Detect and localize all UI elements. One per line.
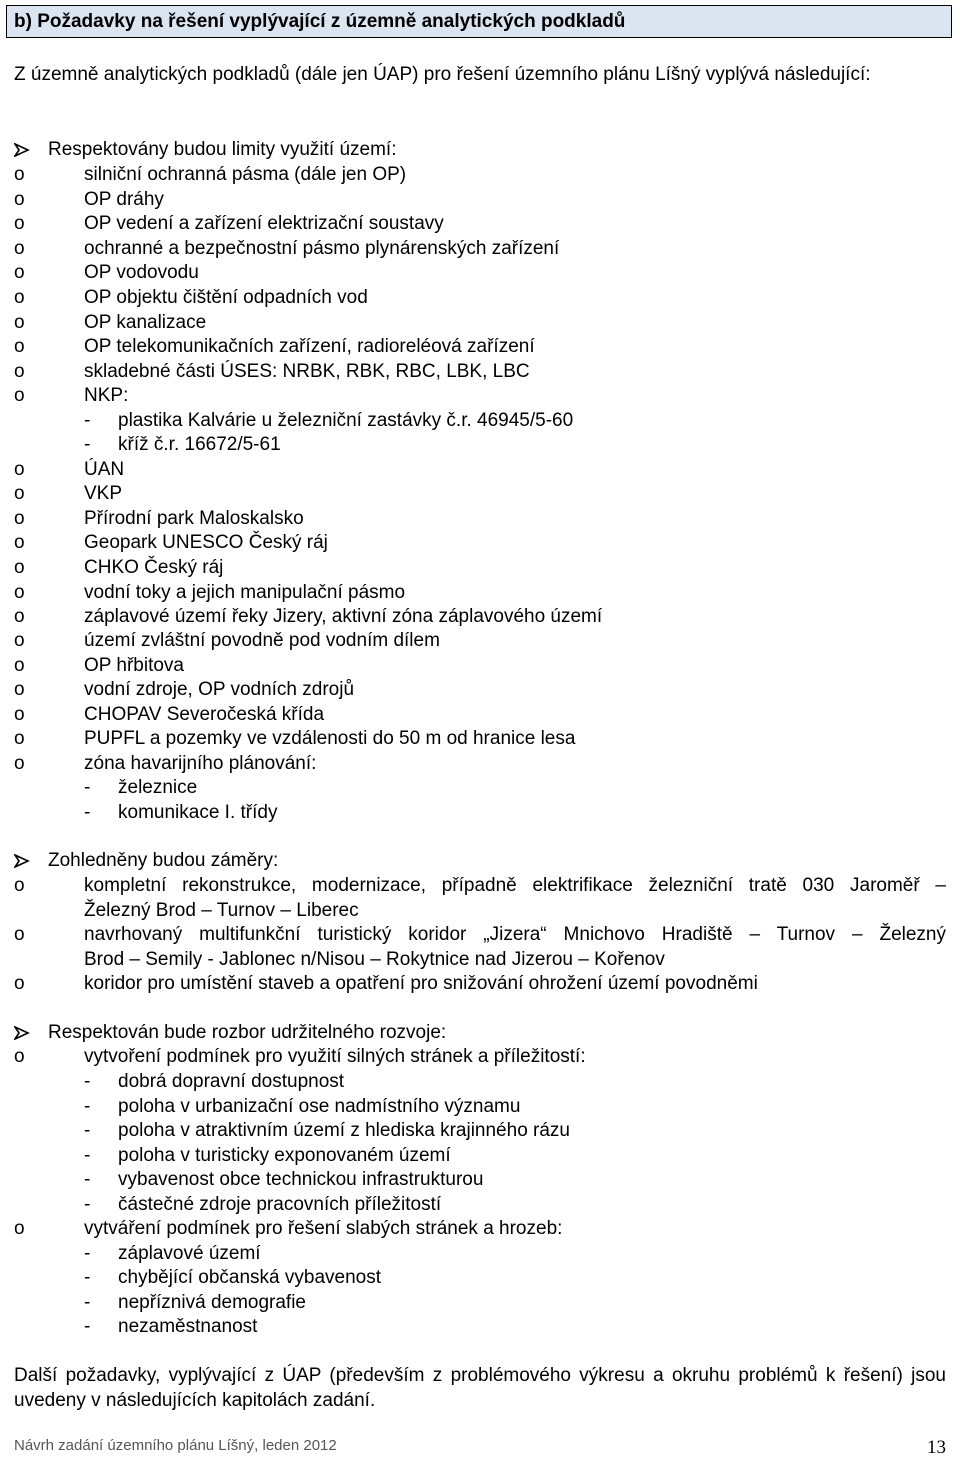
arrow-bullet-icon — [14, 1020, 30, 1045]
sub-list-item: - plastika Kalvárie u železniční zastávky č.r. 46945/5-60 — [84, 410, 574, 431]
list-item-text: kompletní rekonstrukce, modernizace, případně elektrifikace železniční tratě 030 Jaroměř – — [84, 875, 946, 896]
list-item: o ÚAN — [14, 459, 125, 480]
sub-list-item: - částečné zdroje pracovních příležitostí — [84, 1194, 442, 1215]
list-item: o území zvláštní povodně pod vodním dílem — [14, 630, 440, 651]
list-item: o záplavové území řeky Jizery, aktivní zóna záplavového území — [14, 606, 603, 627]
list-item: o OP vedení a zařízení elektrizační soustavy — [14, 213, 444, 234]
arrow-bullet-icon — [14, 137, 30, 162]
section3-title: Respektován bude rozbor udržitelného rozvoje: — [48, 1022, 447, 1043]
sub-list-item: - kříž č.r. 16672/5-61 — [84, 434, 281, 455]
list-item-text-cont: Brod – Semily - Jablonec n/Nisou – Rokytnice nad Jizerou – Kořenov — [84, 949, 665, 970]
list-item: o OP dráhy — [14, 189, 164, 210]
sub-list-item: - nezaměstnanost — [84, 1316, 258, 1337]
sub-list-item: - nepříznivá demografie — [84, 1292, 306, 1313]
closing-paragraph: Další požadavky, vyplývající z ÚAP (především z problémového výkresu a okruhu problémů k řešení) jsou uvedeny v následujících kapitolách zadání. — [14, 1365, 946, 1411]
list-item: o CHKO Český ráj — [14, 557, 224, 578]
intro-paragraph: Z územně analytických podkladů (dále jen ÚAP) pro řešení územního plánu Líšný vyplývá následující: — [14, 64, 871, 85]
list-item: o VKP — [14, 483, 123, 504]
list-item: o OP kanalizace — [14, 312, 207, 333]
arrow-bullet-icon — [14, 848, 30, 873]
sub-list-item: - železnice — [84, 777, 198, 798]
page-number: 13 — [927, 1437, 946, 1458]
list-item: o OP telekomunikačních zařízení, radioreléová zařízení — [14, 336, 535, 357]
section-heading: b) Požadavky na řešení vyplývající z územně analytických podkladů — [6, 5, 952, 38]
list-item: o silniční ochranná pásma (dále jen OP) — [14, 164, 407, 185]
list-item: o ochranné a bezpečnostní pásmo plynárenských zařízení — [14, 238, 560, 259]
list-item: o — [14, 875, 25, 896]
list-item-text: navrhovaný multifunkční turistický koridor „Jizera“ Mnichovo Hradiště – Turnov – Železný — [84, 924, 946, 945]
list-item: o koridor pro umístění staveb a opatření pro snižování ohrožení území povodněmi — [14, 973, 758, 994]
list-item: o Geopark UNESCO Český ráj — [14, 532, 328, 553]
sub-list-item: - záplavové území — [84, 1243, 261, 1264]
list-item: o CHOPAV Severočeská křída — [14, 704, 325, 725]
sub-list-item: - komunikace I. třídy — [84, 802, 278, 823]
sub-list-item: - chybějící občanská vybavenost — [84, 1267, 381, 1288]
section3-header — [14, 1020, 946, 1045]
list-item: o skladebné části ÚSES: NRBK, RBK, RBC, LBK, LBC — [14, 361, 530, 382]
sub-list-item: - dobrá dopravní dostupnost — [84, 1071, 345, 1092]
sub-list-item: - vybavenost obce technickou infrastrukturou — [84, 1169, 484, 1190]
list-item: o NKP: — [14, 385, 129, 406]
list-item: o OP hřbitova — [14, 655, 184, 676]
list-item: o vytváření podmínek pro řešení slabých stránek a hrozeb: — [14, 1218, 563, 1239]
list-item: o Přírodní park Maloskalsko — [14, 508, 304, 529]
list-item: o vodní zdroje, OP vodních zdrojů — [14, 679, 355, 700]
section1-title: Respektovány budou limity využití území: — [48, 139, 397, 160]
section2-header — [14, 848, 946, 873]
sub-list-item: - poloha v turisticky exponovaném území — [84, 1145, 451, 1166]
list-item: o PUPFL a pozemky ve vzdálenosti do 50 m od hranice lesa — [14, 728, 576, 749]
list-item: o — [14, 924, 25, 945]
list-item: o OP vodovodu — [14, 262, 199, 283]
list-item: o vodní toky a jejich manipulační pásmo — [14, 582, 406, 603]
list-item: o vytvoření podmínek pro využití silných stránek a příležitostí: — [14, 1046, 586, 1067]
list-item: o OP objektu čištění odpadních vod — [14, 287, 368, 308]
sub-list-item: - poloha v atraktivním území z hlediska krajinného rázu — [84, 1120, 571, 1141]
footer-title: Návrh zadání územního plánu Líšný, leden 2012 — [14, 1437, 337, 1454]
list-item: o zóna havarijního plánování: — [14, 753, 317, 774]
list-item-text-cont: Železný Brod – Turnov – Liberec — [84, 900, 359, 921]
section1-header — [14, 137, 946, 162]
sub-list-item: - poloha v urbanizační ose nadmístního významu — [84, 1096, 521, 1117]
section2-title: Zohledněny budou záměry: — [48, 850, 279, 871]
